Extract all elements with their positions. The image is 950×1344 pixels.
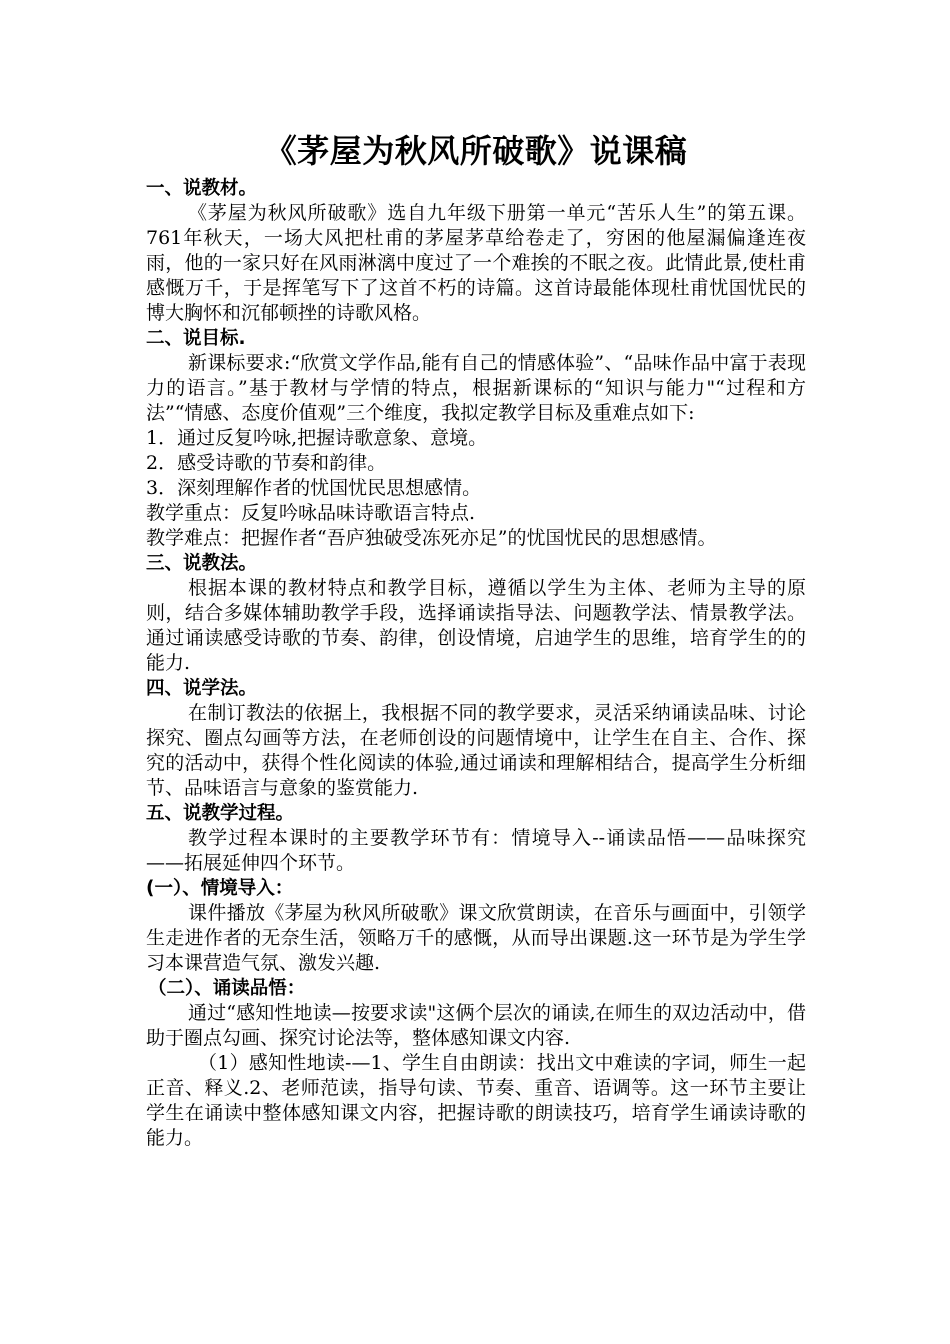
paragraph-intro: 课件播放《茅屋为秋风所破歌》课文欣赏朗读，在音乐与画面中，引领学生走进作者的无奈生活，领略万千的感慨，从而导出课题.这一环节是为学生学习本课营造气氛、激发兴趣. xyxy=(146,902,806,974)
teaching-difficulty-text: 把握作者“吾庐独破受冻死亦足”的忧国忧民的思想感情。 xyxy=(241,527,717,549)
teaching-key-point-text: 反复吟咏品味诗歌语言特点. xyxy=(241,502,476,524)
paragraph-teaching-process: 教学过程本课时的主要教学环节有：情境导入--诵读品悟——品味探究——拓展延伸四个环节。 xyxy=(146,827,806,874)
teaching-difficulty xyxy=(146,526,806,551)
goal-item-2: 2．感受诗歌的节奏和韵律。 xyxy=(146,452,387,474)
section-heading-teaching-method: 三、说教法。 xyxy=(146,553,258,574)
goal-item-3: 3．深刻理解作者的忧国忧民思想感情。 xyxy=(146,477,482,499)
section-heading-teaching-process: 五、说教学过程。 xyxy=(146,803,295,824)
teaching-key-point-label: 教学重点： xyxy=(146,502,242,524)
teaching-difficulty-label: 教学难点： xyxy=(146,527,242,549)
paragraph-teaching-method: 根据本课的教材特点和教学目标，遵循以学生为主体、老师为主导的原则，结合多媒体辅助教学手段，选择诵读指导法、问题教学法、情景教学法。通过诵读感受诗歌的节奏、韵律，创设情境，启迪学生的思维，培育学生的的能力. xyxy=(146,577,806,674)
paragraph-reading-perceptive: （1）感知性地读-—1、学生自由朗读：找出文中难读的字词，师生一起正音、释义.2、老师范读，指导句读、节奏、重音、语调等。这一环节主要让学生在诵读中整体感知课文内容，把握诗歌的朗读技巧，培育学生诵读诗歌的能力。 xyxy=(146,1052,806,1149)
paragraph-reading: 通过“感知性地读—按要求读"这俩个层次的诵读,在师生的双边活动中，借助于圈点勾画、探究讨论法等，整体感知课文内容. xyxy=(146,1002,806,1049)
paragraph-goals: 新课标要求:“欣赏文学作品,能有自己的情感体验”、“品味作品中富于表现力的语言。”基于教材与学情的特点，根据新课标的“知识与能力"“过程和方法”“情感、态度价值观”三个维度，我拟定教学目标及重难点如下: xyxy=(146,352,806,424)
teaching-key-point xyxy=(146,501,806,526)
document-title: 《茅屋为秋风所破歌》说课稿 xyxy=(264,132,688,170)
paragraph-learning-method: 在制订教法的依据上，我根据不同的教学要求，灵活采纳诵读品味、讨论探究、圈点勾画等方法，在老师创设的问题情境中，让学生在自主、合作、探究的活动中，获得个性化阅读的体验,通过诵读和理解相结合，提高学生分析细节、品味语言与意象的鉴赏能力. xyxy=(146,702,806,799)
subsection-heading-intro: (一）、情境导入： xyxy=(146,878,294,899)
goal-item-1: 1．通过反复吟咏,把握诗歌意象、意境。 xyxy=(146,427,488,449)
subsection-heading-reading: （二）、诵读品悟： xyxy=(148,978,306,999)
section-heading-goals: 二、说目标. xyxy=(146,328,246,349)
section-heading-learning-method: 四、说学法。 xyxy=(146,678,258,699)
section-heading-textbook: 一、说教材。 xyxy=(146,178,258,199)
paragraph-textbook: 《茅屋为秋风所破歌》选自九年级下册第一单元“苦乐人生”的第五课。761年秋天，一场大风把杜甫的茅屋茅草给卷走了，穷困的他屋漏偏逢连夜雨，他的一家只好在风雨淋漓中度过了一个难挨的不眠之夜。此情此景,使杜甫感慨万千，于是挥笔写下了这首不朽的诗篇。这首诗最能体现杜甫忧国忧民的博大胸怀和沉郁顿挫的诗歌风格。 xyxy=(146,202,806,324)
